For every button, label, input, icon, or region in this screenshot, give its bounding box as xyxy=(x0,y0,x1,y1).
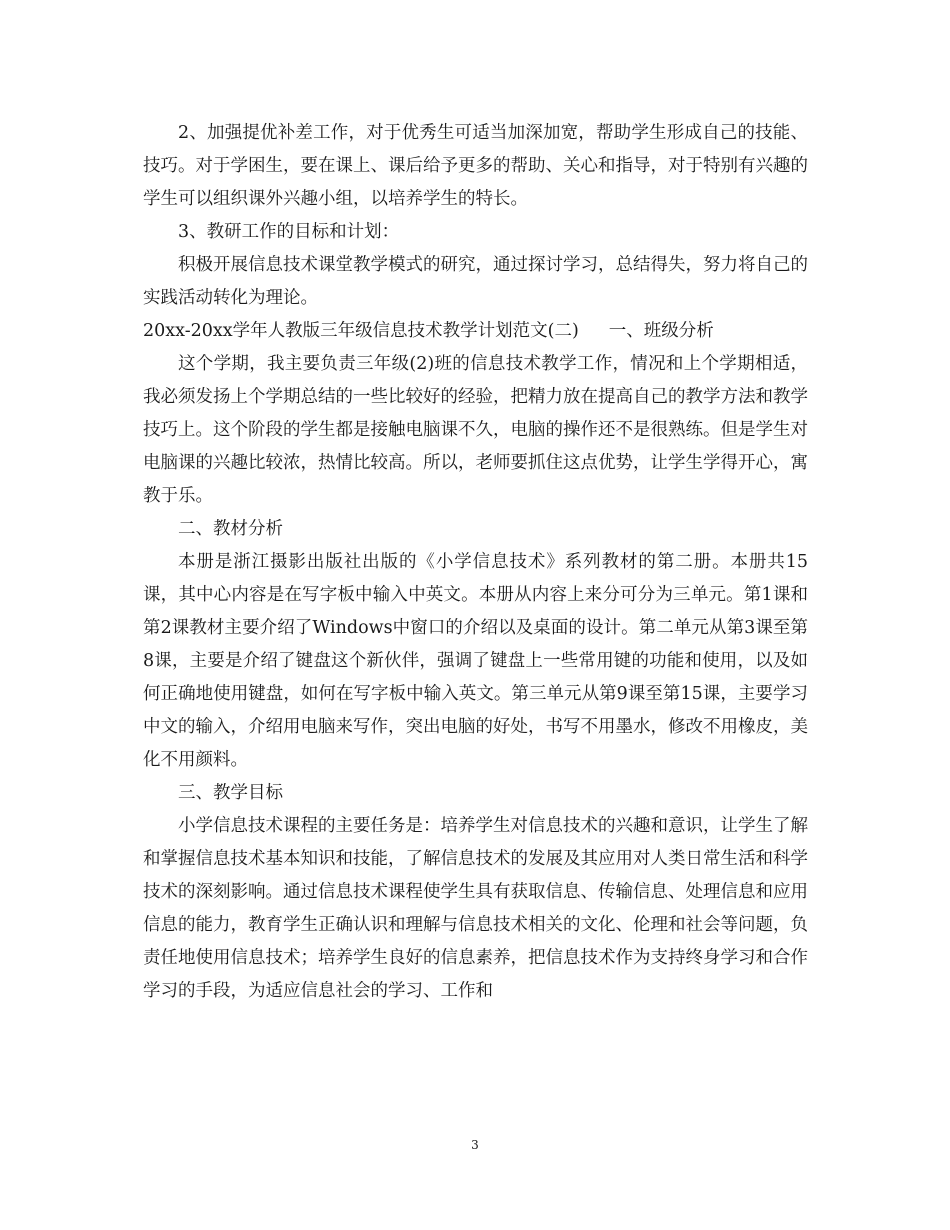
document-title-line xyxy=(143,315,808,348)
paragraph-class-analysis: 这个学期，我主要负责三年级(2)班的信息技术教学工作，情况和上个学期相适，我必须发扬上个学期总结的一些比较好的经验，把精力放在提高自己的教学方法和教学技巧上。这个阶段的学生都是接触电脑课不久，电脑的操作还不是很熟练。但是学生对电脑课的兴趣比较浓，热情比较高。所以，老师要抓住这点优势，让学生学得开心，寓教于乐。 xyxy=(143,354,808,506)
section-heading-teaching-goals: 三、教学目标 xyxy=(178,783,283,803)
document-title: 20xx-20xx学年人教版三年级信息技术教学计划范文(二) xyxy=(143,321,579,341)
paragraph-research-heading: 3、教研工作的目标和计划： xyxy=(178,222,400,242)
paragraph-textbook-analysis: 本册是浙江摄影出版社出版的《小学信息技术》系列教材的第二册。本册共15课，其中心内容是在写字板中输入中英文。本册从内容上来分可分为三单元。第1课和第2课教材主要介绍了Windows中窗口的介绍以及桌面的设计。第二单元从第3课至第8课，主要是介绍了键盘这个新伙伴，强调了键盘上一些常用键的功能和使用，以及如何正确地使用键盘，如何在写字板中输入英文。第三单元从第9课至第15课，主要学习中文的输入，介绍用电脑来写作，突出电脑的好处，书写不用墨水，修改不用橡皮，美化不用颜料。 xyxy=(143,552,808,770)
paragraph-research-plan: 积极开展信息技术课堂教学模式的研究，通过探讨学习，总结得失，努力将自己的实践活动转化为理论。 xyxy=(143,255,808,308)
section-heading-textbook-analysis: 二、教材分析 xyxy=(178,519,283,539)
page-number: 3 xyxy=(471,1138,479,1152)
section-heading-class-analysis: 一、班级分析 xyxy=(608,321,714,341)
document-body xyxy=(143,117,808,1008)
paragraph-teaching-goals: 小学信息技术课程的主要任务是：培养学生对信息技术的兴趣和意识，让学生了解和掌握信息技术基本知识和技能，了解信息技术的发展及其应用对人类日常生活和科学技术的深刻影响。通过信息技术课程使学生具有获取信息、传输信息、处理信息和应用信息的能力，教育学生正确认识和理解与信息技术相关的文化、伦理和社会等问题，负责任地使用信息技术；培养学生良好的信息素养，把信息技术作为支持终身学习和合作学习的手段，为适应信息社会的学习、工作和 xyxy=(143,816,808,1001)
paragraph-tutoring: 2、加强提优补差工作，对于优秀生可适当加深加宽，帮助学生形成自己的技能、技巧。对于学困生，要在课上、课后给予更多的帮助、关心和指导，对于特别有兴趣的学生可以组织课外兴趣小组，以培养学生的特长。 xyxy=(143,123,808,209)
